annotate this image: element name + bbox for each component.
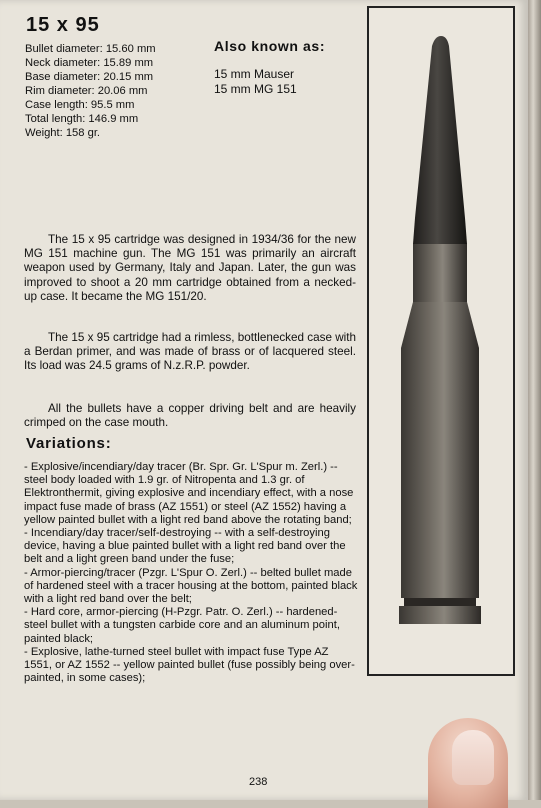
list-item: - Explosive/incendiary/day tracer (Br. Spr. Gr. L'Spur m. Zerl.) -- steel body loaded with 1.9 gr. of Nitropenta and 1.3 gr. of Elektronthermit, giving explosive and incendiary effect, with a nose impact fuse made of brass (AZ 1551) or steel (AZ 1552) having a yellow painted bullet with a light red band above the rotating band; <box>24 461 354 526</box>
spec-weight: Weight: 158 gr. <box>25 127 101 139</box>
cartridge-photo <box>369 8 513 674</box>
book-page-edge <box>528 0 541 800</box>
list-item: - Explosive, lathe-turned steel bullet with impact fuse Type AZ 1551, or AZ 1552 -- yellow painted bullet (fuse possibly being over-painted, in some cases); <box>24 645 355 685</box>
variations-list <box>24 461 358 685</box>
paragraph-bullets: All the bullets have a copper driving belt and are heavily crimped on the case mouth. <box>24 402 356 430</box>
list-item: - Armor-piercing/tracer (Pzgr. L'Spur O. Zerl.) -- belted bullet made of hardened steel with a tracer housing at the bottom, painted black with a light red band over the belt; <box>24 566 358 606</box>
variations-heading: Variations: <box>26 435 112 452</box>
also-known-as-heading: Also known as: <box>214 38 326 54</box>
spec-bullet-diameter: Bullet diameter: 15.60 mm <box>25 43 156 55</box>
paragraph-construction: The 15 x 95 cartridge had a rimless, bottlenecked case with a Berdan primer, and was made of brass or of lacquered steel. Its load was 24.5 grams of N.z.R.P. powder. <box>24 331 356 373</box>
page-title: 15 x 95 <box>26 14 100 36</box>
spec-rim-diameter: Rim diameter: 20.06 mm <box>25 85 148 97</box>
also-known-as-list <box>214 67 297 97</box>
paragraph-history: The 15 x 95 cartridge was designed in 1934/36 for the new MG 151 machine gun. The MG 151 was primarily an aircraft weapon used by Germany, Italy and Japan. Later, the gun was improved to shoot a 20 mm cartridge obtained from a necked-up case. It became the MG 151/20. <box>24 233 356 303</box>
specifications-list <box>25 42 156 140</box>
spec-neck-diameter: Neck diameter: 15.89 mm <box>25 57 154 69</box>
list-item: - Incendiary/day tracer/self-destroying -- with a self-destroying device, having a blue painted bullet with a light red band over the belt and a light green band under the fuse; <box>24 527 346 566</box>
cartridge-photo-frame <box>367 6 515 676</box>
alias-name: 15 mm MG 151 <box>214 82 297 96</box>
alias-name: 15 mm Mauser <box>214 67 295 81</box>
spec-base-diameter: Base diameter: 20.15 mm <box>25 71 154 83</box>
spec-case-length: Case length: 95.5 mm <box>25 99 135 111</box>
list-item: - Hard core, armor-piercing (H-Pzgr. Patr. O. Zerl.) -- hardened-steel bullet with a tungsten carbide core and an aluminum point, painted black; <box>24 606 340 645</box>
page-number: 238 <box>249 776 268 788</box>
thumbnail <box>452 730 494 785</box>
spec-total-length: Total length: 146.9 mm <box>25 113 139 125</box>
